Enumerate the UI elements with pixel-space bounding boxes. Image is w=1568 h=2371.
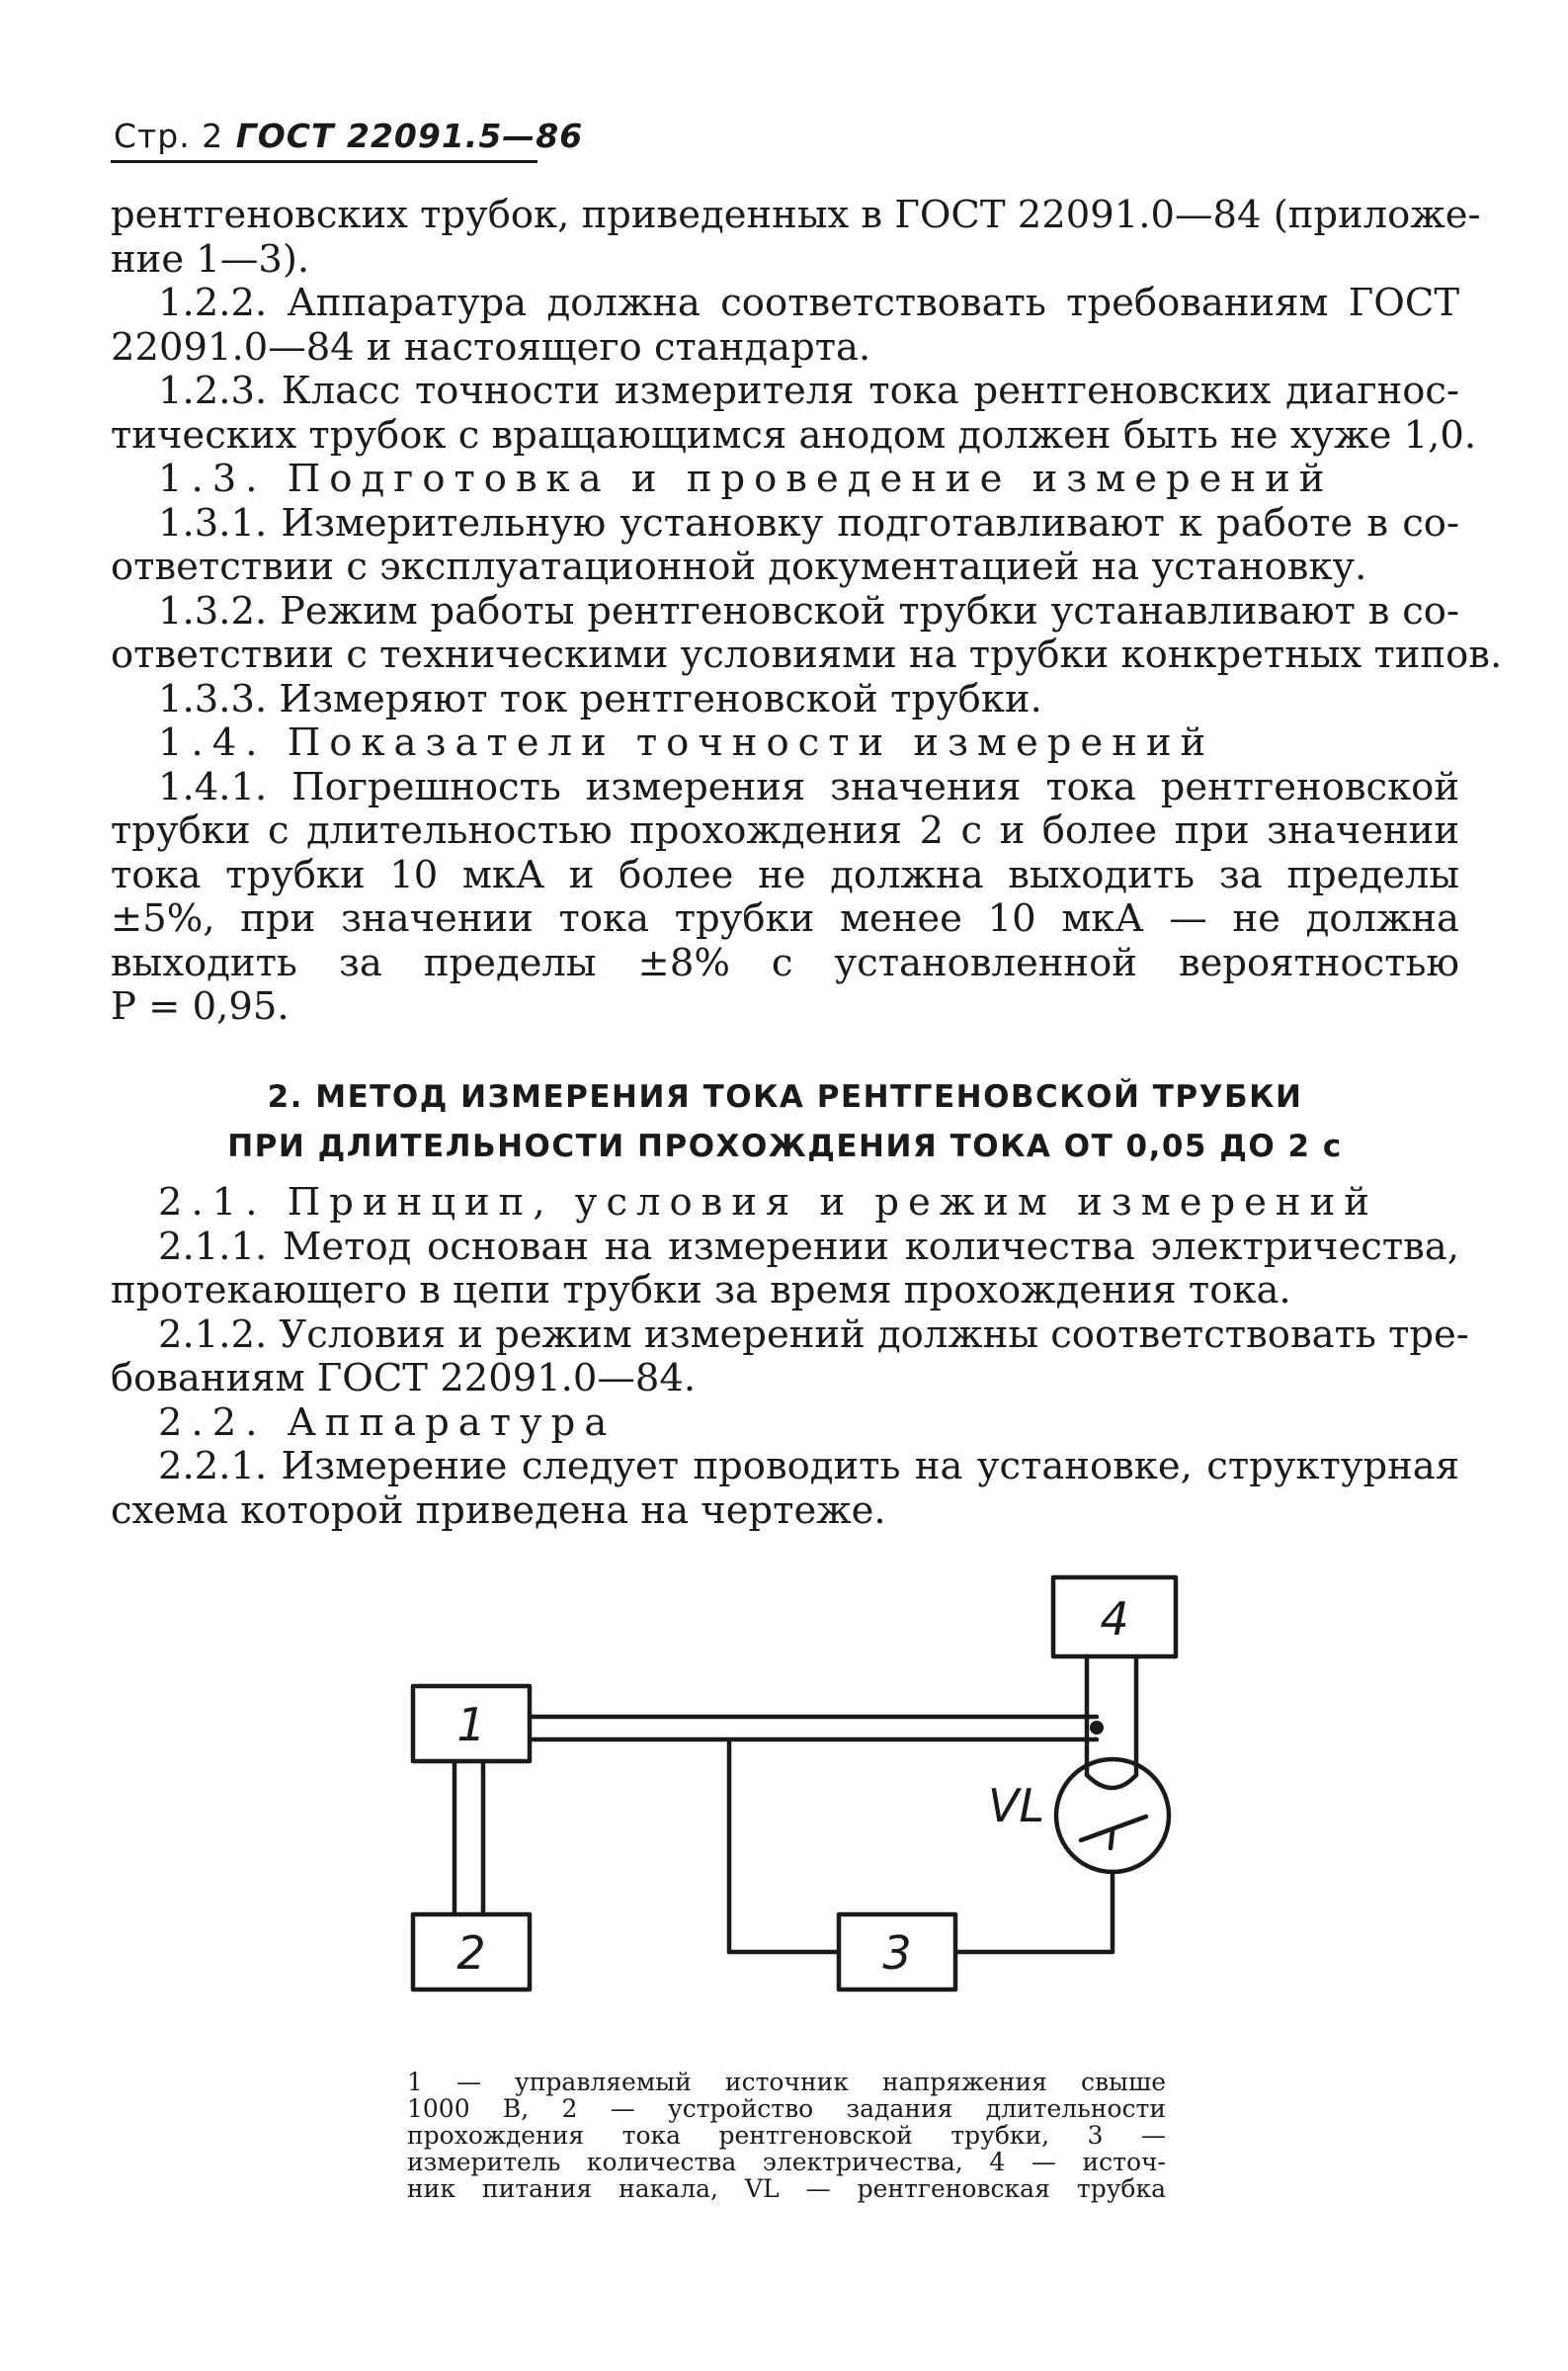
- text-line: 2.1.1. Метод основан на измерении количества электричества,: [158, 1224, 1459, 1269]
- anode-stem: [1111, 1830, 1113, 1848]
- subsection-title: 1.4. Показатели точности измерений: [158, 720, 1215, 765]
- text-line: 2.1.2. Условия и режим измерений должны соответствовать тре-: [158, 1312, 1469, 1357]
- text-line: 1.3.3. Измеряют ток рентгеновской трубки.: [158, 676, 1042, 721]
- text-line: 1.3.2. Режим работы рентгеновской трубки устанавливают в со-: [158, 588, 1459, 634]
- caption-line: 1 — управляемый источник напряжения свыше: [407, 2068, 1166, 2096]
- text-line: 1.4.1. Погрешность измерения значения тока рентгеновской: [158, 764, 1459, 809]
- subsection-title: 2.1. Принцип, условия и режим измерений: [158, 1180, 1378, 1225]
- text-line: протекающего в цепи трубки за время прохождения тока.: [111, 1268, 1291, 1313]
- text-line: трубки с длительностью прохождения 2 с и более при значении: [111, 808, 1459, 853]
- text-line: P = 0,95.: [111, 984, 289, 1029]
- standard-number: ГОСТ 22091.5—86: [235, 117, 584, 155]
- caption-line: 1000 В, 2 — устройство задания длительности: [407, 2094, 1166, 2123]
- text-line: ответствии с техническими условиями на трубки конкретных типов.: [111, 633, 1503, 677]
- block-1-label: 1: [456, 1698, 486, 1751]
- text-line: тических трубок с вращающимся анодом должен быть не хуже 1,0.: [111, 412, 1477, 458]
- text-line: 1.2.3. Класс точности измерителя тока рентгеновских диагнос-: [158, 369, 1459, 413]
- text-line: 22091.0—84 и настоящего стандарта.: [111, 324, 871, 370]
- page-number: Стр. 2: [114, 117, 224, 155]
- text-line: ±5%, при значении тока трубки менее 10 мкА — не должна: [111, 896, 1459, 941]
- caption-line: измеритель количества электричества, 4 — источ-: [407, 2148, 1166, 2176]
- text-line: выходить за пределы ±8% с установленной вероятностью: [111, 940, 1459, 985]
- text-line: 1.3.1. Измерительную установку подготавливают к работе в со-: [158, 500, 1459, 546]
- subsection-title: 2.2. Аппаратура: [158, 1399, 617, 1445]
- subsection-title: 1.3. Подготовка и проведение измерений: [158, 457, 1334, 501]
- cathode: [1087, 1775, 1136, 1788]
- x-ray-tube-envelope: [1056, 1759, 1169, 1872]
- figure-caption: [407, 2069, 1166, 2202]
- text-line: ответствии с эксплуатационной документацией на установку.: [111, 545, 1367, 589]
- text-line: рентгеновских трубок, приведенных в ГОСТ 22091.0—84 (приложе-: [111, 193, 1481, 237]
- tube-label: VL: [988, 1779, 1045, 1832]
- caption-line: прохождения тока рентгеновской трубки, 3 —: [407, 2121, 1166, 2150]
- text-line: 1.2.2. Аппаратура должна соответствовать требованиям ГОСТ: [158, 281, 1459, 325]
- heading-line: ПРИ ДЛИТЕЛЬНОСТИ ПРОХОЖДЕНИЯ ТОКА ОТ 0,05 ДО 2 с: [227, 1129, 1343, 1164]
- text-line: ние 1—3).: [111, 236, 310, 282]
- block-4-label: 4: [1100, 1592, 1129, 1646]
- block-3-label: 3: [882, 1926, 912, 1980]
- text-line: схема которой приведена на чертеже.: [111, 1487, 886, 1533]
- text-line: 2.2.1. Измерение следует проводить на установке, структурная: [158, 1444, 1459, 1488]
- caption-line: ник питания накала, VL — рентгеновская трубка: [407, 2174, 1166, 2203]
- text-line: тока трубки 10 мкА и более не должна выходить за пределы: [111, 852, 1459, 897]
- heading-line: 2. МЕТОД ИЗМЕРЕНИЯ ТОКА РЕНТГЕНОВСКОЙ ТРУБКИ: [267, 1079, 1303, 1115]
- block-2-label: 2: [456, 1926, 486, 1980]
- text-line: бованиям ГОСТ 22091.0—84.: [111, 1356, 697, 1400]
- junction-dot: [1090, 1721, 1104, 1735]
